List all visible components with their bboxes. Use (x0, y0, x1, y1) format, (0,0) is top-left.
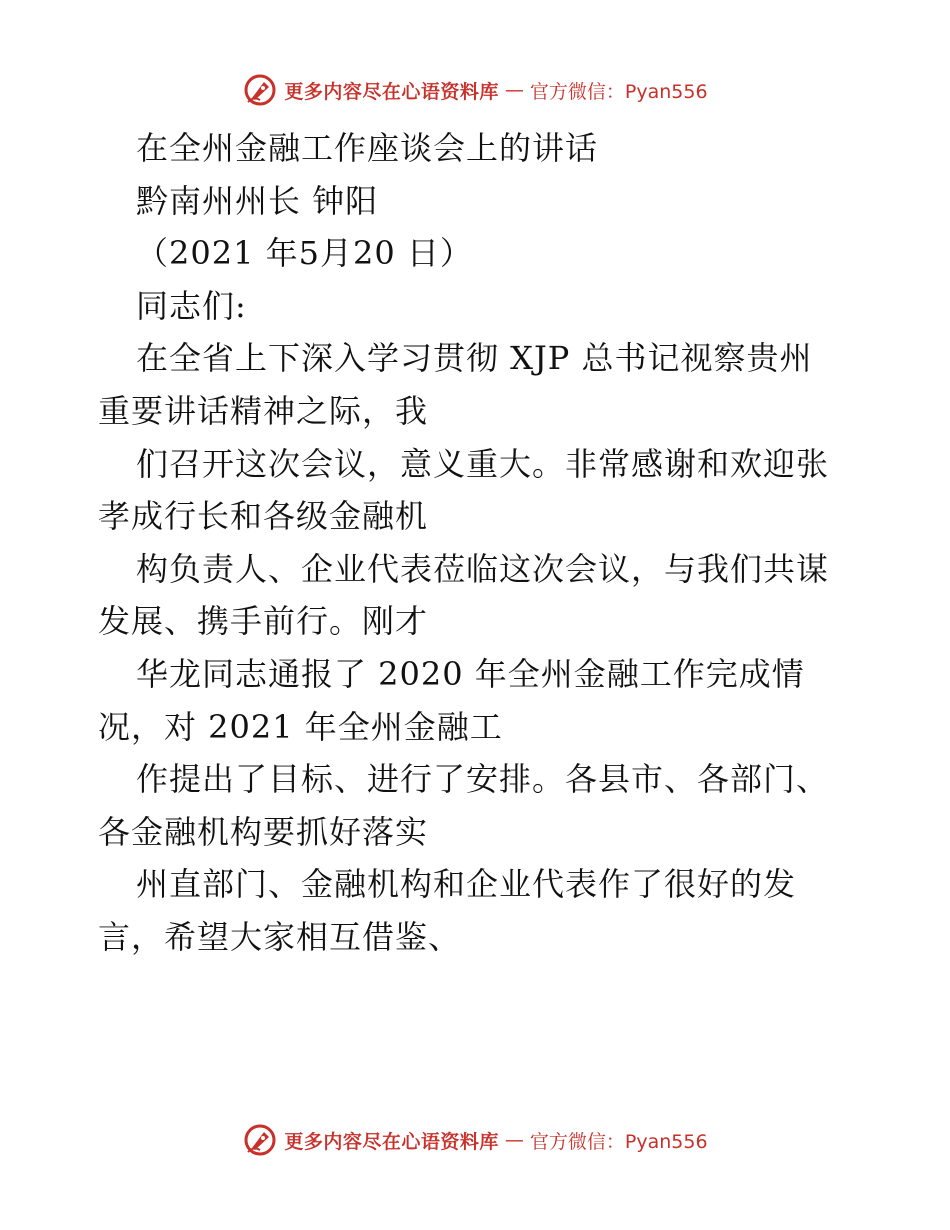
paragraph-line: 州直部门、金融机构和企业代表作了很好的发 (136, 865, 797, 904)
pen-nib-logo-icon (242, 1122, 278, 1158)
pen-nib-logo-icon (242, 72, 278, 108)
paragraph-line: 各金融机构要抓好落实 (98, 812, 429, 851)
paragraph-line: 孝成行长和各级金融机 (98, 497, 429, 536)
salutation: 同志们: (136, 286, 247, 325)
watermark-wechat: 官方微信：Pyan556 (529, 1130, 708, 1153)
paragraph-line: 们召开这次会议，意义重大。非常感谢和欢迎张 (136, 444, 830, 483)
header-watermark (0, 70, 950, 110)
paragraph-line: 华龙同志通报了 2020 年全州金融工作完成情 (136, 654, 805, 693)
paragraph-line: 重要讲话精神之际，我 (98, 391, 429, 430)
paragraph-line: 在全省上下深入学习贯彻 XJP 总书记视察贵州 (136, 339, 813, 378)
watermark-text: 更多内容尽在心语资料库 (284, 80, 499, 103)
document-author: 黔南州州长 钟阳 (136, 181, 379, 220)
watermark-text: 更多内容尽在心语资料库 (284, 1130, 499, 1153)
document-body (98, 122, 858, 964)
document-title: 在全州金融工作座谈会上的讲话 (136, 129, 599, 167)
footer-watermark (0, 1120, 950, 1160)
document-date: （2021 年5月20 日） (136, 234, 473, 273)
paragraph-line: 况，对 2021 年全州金融工 (98, 707, 503, 746)
paragraph-line: 构负责人、企业代表莅临这次会议，与我们共谋 (136, 549, 830, 588)
watermark-separator: — (504, 79, 524, 101)
paragraph-line: 言，希望大家相互借鉴、 (98, 917, 462, 956)
paragraph-line: 作提出了目标、进行了安排。各县市、各部门、 (136, 760, 830, 799)
watermark-separator: — (504, 1129, 524, 1151)
paragraph-line: 发展、携手前行。刚才 (98, 602, 429, 641)
watermark-wechat: 官方微信：Pyan556 (529, 80, 708, 103)
